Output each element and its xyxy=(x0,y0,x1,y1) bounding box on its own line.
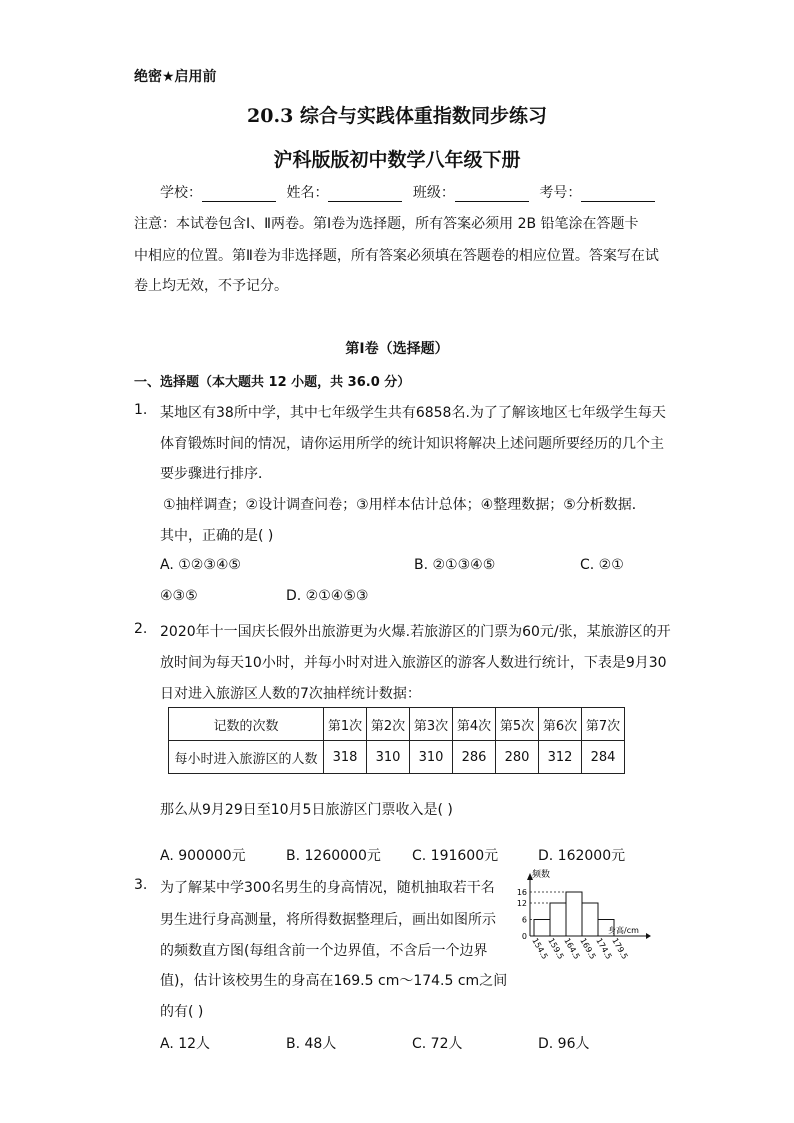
option-a[interactable]: A. 900000元 xyxy=(160,848,246,864)
question-number: 3. xyxy=(134,877,148,893)
table-row xyxy=(169,741,625,774)
option-a[interactable]: A. ①②③④⑤ xyxy=(160,557,241,573)
class-blank[interactable] xyxy=(455,187,529,202)
name-label: 姓名： xyxy=(286,185,329,201)
secret-label: 绝密★启用前 xyxy=(134,69,217,85)
table-cell: 310 xyxy=(367,741,410,774)
table-cell: 每小时进入旅游区的人数 xyxy=(169,741,324,774)
table-cell: 318 xyxy=(324,741,367,774)
question-text: 2020年十一国庆长假外出旅游更为火爆.若旅游区的门票为60元/张，某旅游区的开 xyxy=(160,624,671,640)
table-cell: 280 xyxy=(496,741,539,774)
question-text: 的频数直方图(每组含前一个边界值，不含后一个边界 xyxy=(160,943,488,959)
x-tick-label: 164.5 xyxy=(562,936,582,961)
x-tick-label: 174.5 xyxy=(594,936,614,961)
question-number: 2. xyxy=(134,621,148,637)
question-text: 某地区有38所中学，其中七年级学生共有6858名.为了了解该地区七年级学生每天 xyxy=(160,405,666,421)
x-tick-label: 179.5 xyxy=(610,936,630,961)
x-tick-label: 159.5 xyxy=(546,936,566,961)
table-cell: 第7次 xyxy=(582,708,625,741)
question-text: 体育锻炼时间的情况，请你运用所学的统计知识将解决上述问题所要经历的几个主 xyxy=(160,436,664,452)
table-cell: 记数的次数 xyxy=(169,708,324,741)
height-histogram xyxy=(508,866,658,976)
question-text: 那么从9月29日至10月5日旅游区门票收入是( ) xyxy=(160,802,453,818)
x-axis-arrow xyxy=(646,933,651,939)
histogram-bar xyxy=(550,903,566,936)
question-text: 日对进入旅游区人数的7次抽样统计数据： xyxy=(160,686,421,702)
info-fields xyxy=(160,182,661,202)
option-b[interactable]: B. ②①③④⑤ xyxy=(414,557,496,573)
notice-line: 注意：本试卷包含Ⅰ、Ⅱ两卷。第Ⅰ卷为选择题，所有答案必须用 2B 铅笔涂在答题卡 xyxy=(134,216,639,232)
question-text: 的有( ) xyxy=(160,1004,204,1020)
option-a[interactable]: A. 12人 xyxy=(160,1036,211,1052)
option-d[interactable]: D. 96人 xyxy=(538,1036,590,1052)
x-tick-label: 169.5 xyxy=(578,936,598,961)
y-tick-label: 0 xyxy=(521,932,527,941)
question-text: 其中，正确的是( ) xyxy=(160,528,274,544)
question-text: ①抽样调查；②设计调查问卷；③用样本估计总体；④整理数据；⑤分析数据． xyxy=(163,497,646,513)
table-cell: 第3次 xyxy=(410,708,453,741)
class-label: 班级： xyxy=(412,185,455,201)
histogram-bar xyxy=(582,903,598,936)
option-c-continued: ④③⑤ xyxy=(160,588,198,604)
table-cell: 第6次 xyxy=(539,708,582,741)
question-text: 值)，估计该校男生的身高在169.5 cm～174.5 cm之间 xyxy=(160,973,508,989)
y-tick-label: 16 xyxy=(516,888,527,897)
question-number: 1. xyxy=(134,402,148,418)
option-c[interactable]: C. 191600元 xyxy=(412,848,499,864)
x-tick-label: 154.5 xyxy=(530,936,550,961)
document-title: 20.3 综合与实践体重指数同步练习 xyxy=(247,105,547,127)
table-cell: 第1次 xyxy=(324,708,367,741)
table-cell: 第5次 xyxy=(496,708,539,741)
notice-line: 卷上均无效，不予记分。 xyxy=(134,278,288,294)
option-b[interactable]: B. 48人 xyxy=(286,1036,337,1052)
visitor-table xyxy=(168,707,625,774)
option-c[interactable]: C. ②① xyxy=(580,557,624,573)
option-c[interactable]: C. 72人 xyxy=(412,1036,463,1052)
school-blank[interactable] xyxy=(202,187,276,202)
histogram-bar xyxy=(566,892,582,936)
table-cell: 第2次 xyxy=(367,708,410,741)
exam-no-label: 考号： xyxy=(539,185,582,201)
table-cell: 第4次 xyxy=(453,708,496,741)
option-b[interactable]: B. 1260000元 xyxy=(286,848,381,864)
question-text: 为了解某中学300名男生的身高情况，随机抽取若干名 xyxy=(160,880,495,896)
section-title: 第Ⅰ卷（选择题） xyxy=(345,341,449,357)
table-cell: 312 xyxy=(539,741,582,774)
part-title: 一、选择题（本大题共 12 小题，共 36.0 分） xyxy=(134,375,411,390)
histogram-bar xyxy=(534,920,550,937)
option-d[interactable]: D. 162000元 xyxy=(538,848,626,864)
notice-line: 中相应的位置。第Ⅱ卷为非选择题，所有答案必须填在答题卷的相应位置。答案写在试 xyxy=(134,248,659,264)
y-tick-label: 12 xyxy=(516,899,527,908)
question-text: 男生进行身高测量，将所得数据整理后，画出如图所示 xyxy=(160,912,496,928)
question-text: 要步骤进行排序． xyxy=(160,466,272,482)
x-axis-label: 身高/cm xyxy=(608,926,639,935)
school-label: 学校： xyxy=(160,185,202,201)
document-subtitle: 沪科版版初中数学八年级下册 xyxy=(273,149,521,171)
table-header-row xyxy=(169,708,625,741)
table-cell: 286 xyxy=(453,741,496,774)
table-cell: 284 xyxy=(582,741,625,774)
table-cell: 310 xyxy=(410,741,453,774)
y-tick-label: 6 xyxy=(521,915,527,925)
exam-no-blank[interactable] xyxy=(581,187,655,202)
name-blank[interactable] xyxy=(328,187,402,202)
option-d[interactable]: D. ②①④⑤③ xyxy=(286,588,369,604)
question-text: 放时间为每天10小时，并每小时对进入旅游区的游客人数进行统计，下表是9月30 xyxy=(160,655,667,671)
y-axis-label: 频数 xyxy=(532,870,551,880)
